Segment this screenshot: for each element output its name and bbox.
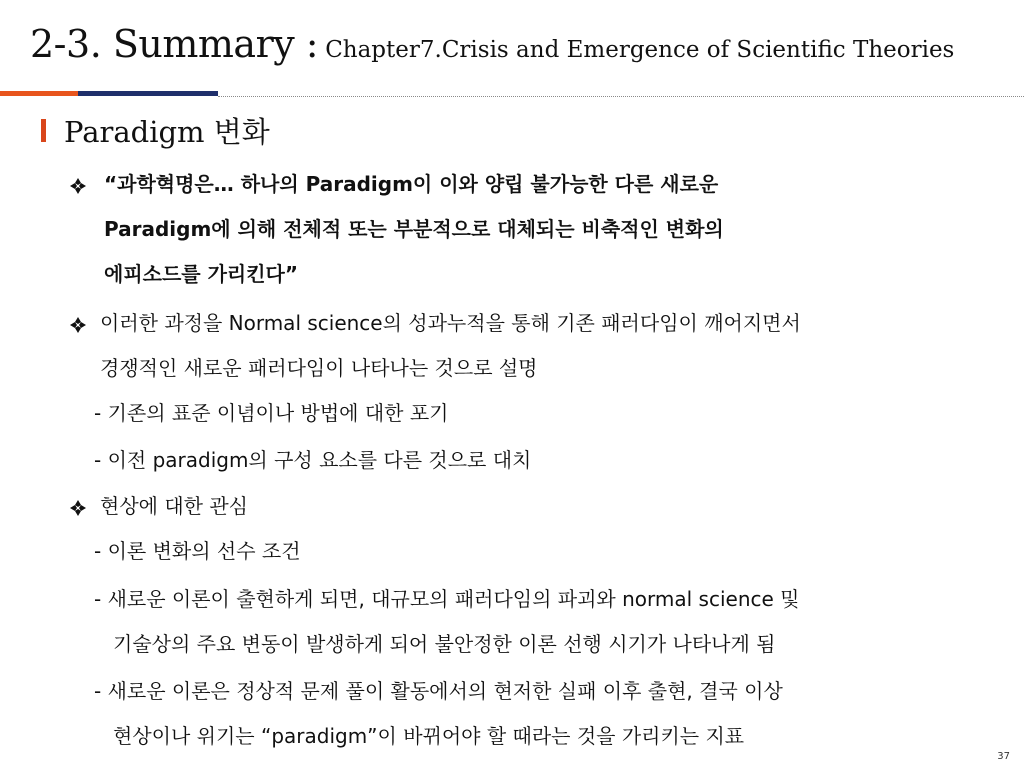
title-subtitle: Chapter7.Crisis and Emergence of Scientific Theories (325, 37, 955, 63)
diamond-bullet-icon (69, 499, 87, 517)
quote-line-3: 에피소드를 가리킨다” (104, 262, 298, 286)
point2-sub-3: - 새로운 이론은 정상적 문제 풀이 활동에서의 현저한 실패 이후 출현, 결국 이상 (94, 679, 783, 703)
diamond-bullet-icon (69, 316, 87, 334)
point1-line-1: 이러한 과정을 Normal science의 성과누적을 통해 기존 패러다임이 깨어지면서 (100, 311, 801, 335)
page-title (30, 22, 954, 66)
point2-sub-2: - 새로운 이론이 출현하게 되면, 대규모의 패러다임의 파괴와 normal science 및 (94, 587, 800, 611)
point2-heading: 현상에 대한 관심 (100, 494, 248, 518)
section-marker (41, 119, 46, 142)
diamond-bullet-icon (69, 177, 87, 195)
header-divider (218, 96, 1024, 97)
quote-line-1: “과학혁명은… 하나의 Paradigm이 이와 양립 불가능한 다른 새로운 (104, 172, 719, 196)
page-number: 37 (997, 751, 1010, 762)
quote-line-2: Paradigm에 의해 전체적 또는 부분적으로 대체되는 비축적인 변화의 (104, 217, 724, 241)
point1-line-2: 경쟁적인 새로운 패러다임이 나타나는 것으로 설명 (100, 356, 538, 380)
point2-sub-1: - 이론 변화의 선수 조건 (94, 539, 301, 563)
point1-sub-2: - 이전 paradigm의 구성 요소를 다른 것으로 대치 (94, 448, 532, 472)
header-accent-navy (78, 91, 218, 96)
point2-sub-3-cont: 현상이나 위기는 “paradigm”이 바뀌어야 할 때라는 것을 가리키는 지표 (113, 724, 745, 748)
point2-sub-2-cont: 기술상의 주요 변동이 발생하게 되어 불안정한 이론 선행 시기가 나타나게 됨 (113, 632, 776, 656)
point1-sub-1: - 기존의 표준 이념이나 방법에 대한 포기 (94, 401, 449, 425)
header-accent-orange (0, 91, 78, 96)
title-main: 2-3. Summary : (30, 22, 319, 66)
section-title: Paradigm 변화 (64, 115, 270, 149)
